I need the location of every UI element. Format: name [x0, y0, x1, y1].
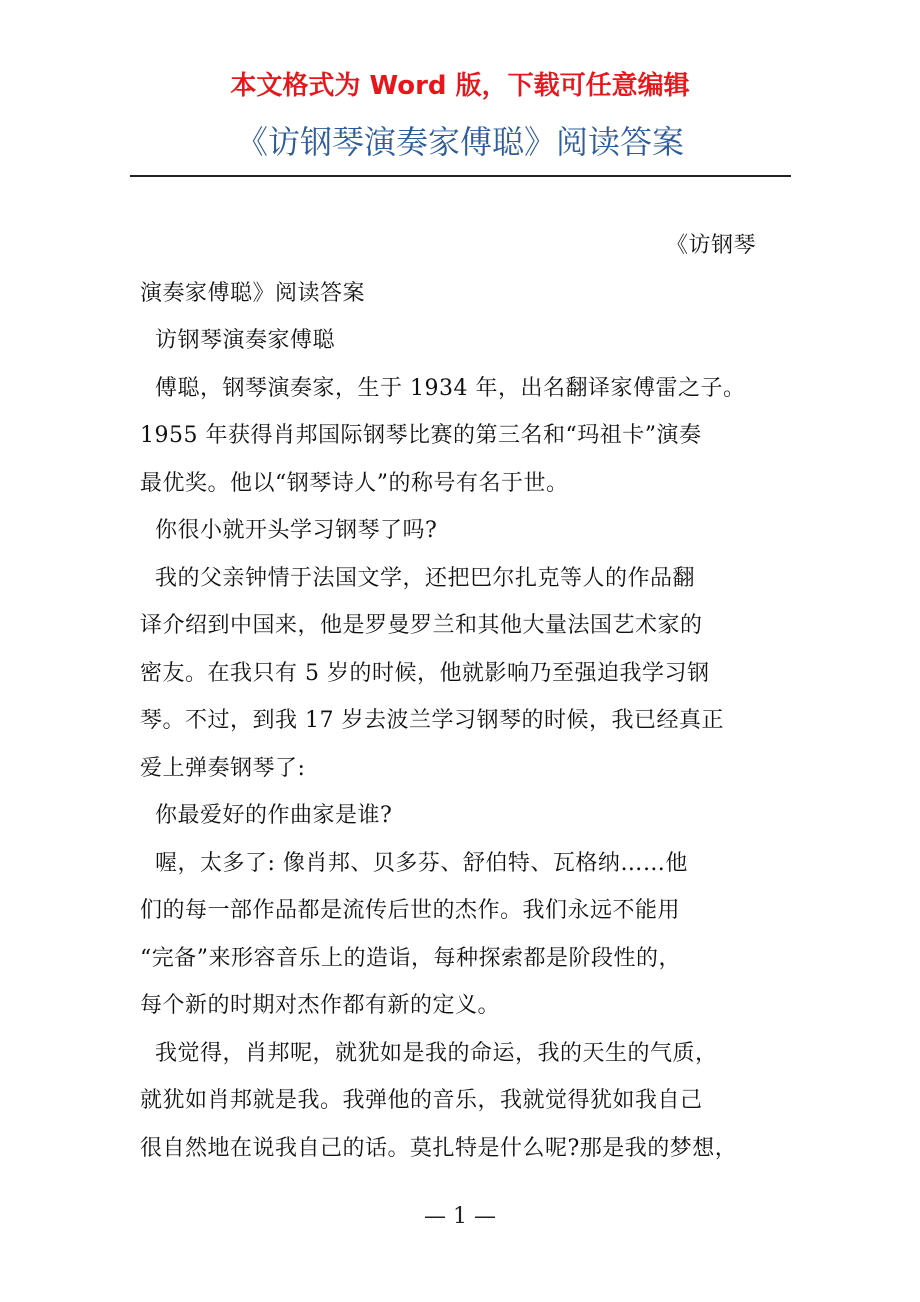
- text-line: 喔，太多了: 像肖邦、贝多芬、舒伯特、瓦格纳……他: [140, 850, 688, 876]
- text-line: 傅聪，钢琴演奏家，生于 1934 年，出名翻译家傅雷之子。: [140, 375, 746, 401]
- text-line: 你最爱好的作曲家是谁?: [140, 803, 393, 828]
- text-line: 译介绍到中国来，他是罗曼罗兰和其他大量法国艺术家的: [140, 613, 703, 638]
- title-divider: [130, 175, 791, 177]
- text-line: 你很小就开头学习钢琴了吗?: [140, 518, 438, 543]
- text-line: 爱上弹奏钢琴了:: [140, 755, 306, 781]
- text-line: 们的每一部作品都是流传后世的杰作。我们永远不能用: [140, 898, 681, 923]
- text-line: 1955 年获得肖邦国际钢琴比赛的第三名和“玛祖卡”演奏: [140, 423, 702, 448]
- text-line: 琴。不过，到我 17 岁去波兰学习钢琴的时候，我已经真正: [140, 708, 724, 733]
- text-line: 每个新的时期对杰作都有新的定义。: [140, 993, 501, 1018]
- document-title: 《访钢琴演奏家傅聪》阅读答案: [235, 123, 684, 161]
- text-line: 密友。在我只有 5 岁的时候，他就影响乃至强迫我学习钢: [140, 660, 710, 686]
- text-line: 就犹如肖邦就是我。我弹他的音乐，我就觉得犹如我自己: [140, 1088, 703, 1113]
- article-body: [140, 222, 790, 1172]
- text-line: 我的父亲钟情于法国文学，还把巴尔扎克等人的作品翻: [140, 565, 695, 591]
- text-line: 我觉得，肖邦呢，就犹如是我的命运，我的天生的气质，: [140, 1040, 718, 1066]
- text-line: 访钢琴演奏家傅聪: [140, 328, 335, 353]
- text-line: 演奏家傅聪》阅读答案: [140, 280, 366, 306]
- page-number: — 1 —: [424, 1204, 496, 1229]
- format-banner: 本文格式为 Word 版，下载可任意编辑: [230, 71, 690, 101]
- text-line: 最优奖。他以“钢琴诗人”的称号有名于世。: [140, 470, 569, 496]
- text-line: 《访钢琴: [665, 233, 756, 258]
- text-line: “完备”来形容音乐上的造诣，每种探索都是阶段性的，: [140, 945, 681, 971]
- text-line: 很自然地在说我自己的话。莫扎特是什么呢?那是我的梦想，: [140, 1135, 738, 1161]
